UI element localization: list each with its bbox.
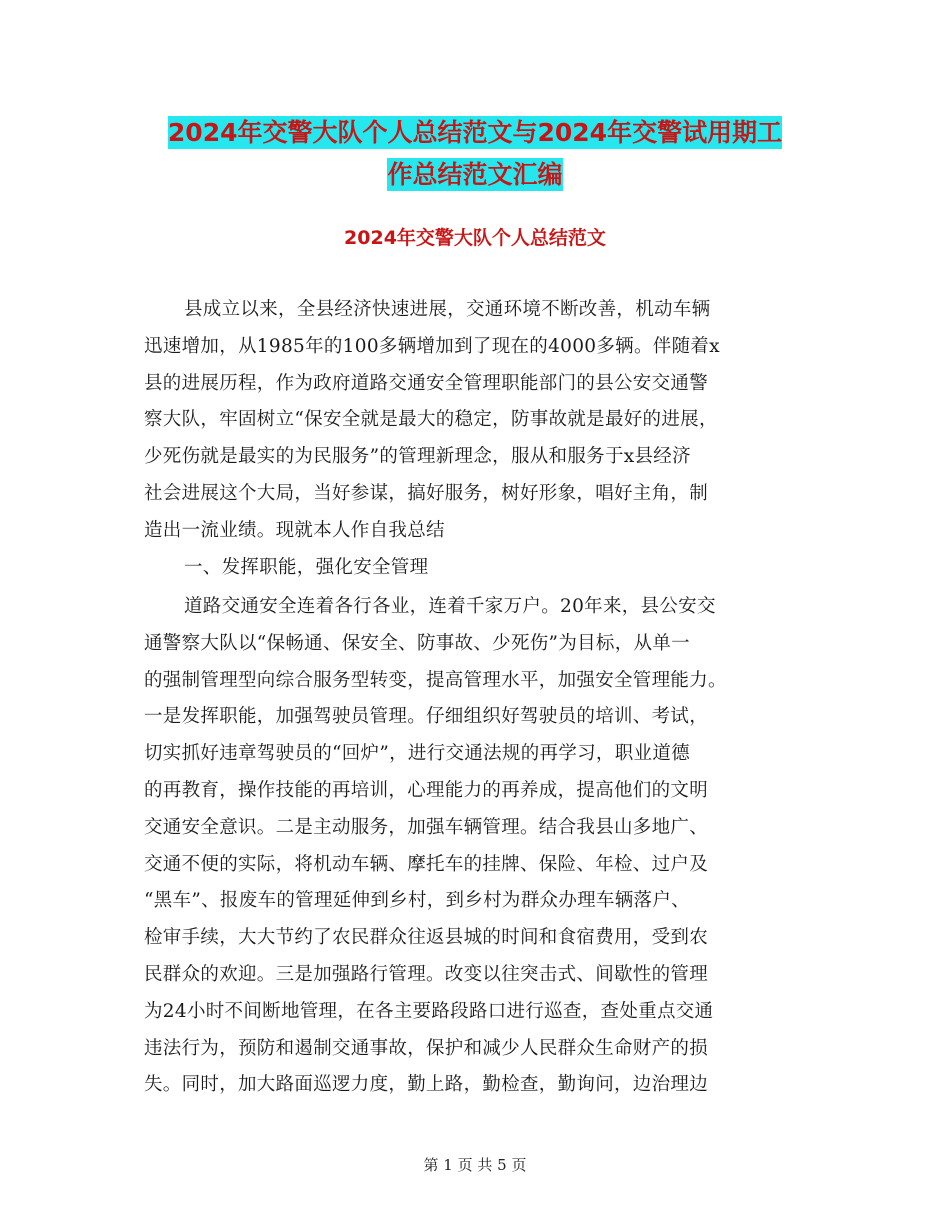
page-number-indicator: 第 1 页 共 5 页 — [423, 1156, 527, 1174]
document-title-text-2: 作总结范文汇编 — [387, 160, 563, 189]
section-title: 2024年交警大队个人总结范文 — [344, 227, 606, 249]
paragraph-line: 切实抓好违章驾驶员的“回炉”，进行交通法规的再学习，职业道德 — [144, 743, 690, 765]
paragraph-line: 民群众的欢迎。三是加强路行管理。改变以往突击式、间歇性的管理 — [144, 963, 709, 985]
paragraph-line: 少死伤就是最实的为民服务”的管理新理念，服从和服务于x县经济 — [144, 446, 691, 468]
paragraph-line: 道路交通安全连着各行各业，连着千家万户。20年来，县公安交 — [184, 596, 716, 617]
paragraph-line: 社会进展这个大局，当好参谋，搞好服务，树好形象，唱好主角，制 — [144, 482, 709, 504]
paragraph-line: 的再教育，操作技能的再培训，心理能力的再养成，提高他们的文明 — [144, 779, 709, 801]
paragraph-line: 迅速增加，从1985年的100多辆增加到了现在的4000多辆。伴随着x — [144, 335, 720, 357]
paragraph-1 — [144, 292, 806, 550]
paragraph-line: “黑车”、报废车的管理延伸到乡村，到乡村为群众办理车辆落户、 — [144, 890, 690, 912]
subheading-text: 一、发挥职能，强化安全管理 — [184, 557, 429, 578]
paragraph-line: 失。同时，加大路面巡逻力度，勤上路，勤检查，勤询问，边治理边 — [144, 1074, 709, 1096]
paragraph-line: 的强制管理型向综合服务型转变，提高管理水平，加强安全管理能力。 — [144, 669, 727, 691]
document-title-text-1: 2024年交警大队个人总结范文与2024年交警试用期工 — [167, 118, 783, 147]
subheading-1 — [144, 550, 806, 587]
paragraph-line: 交通不便的实际，将机动车辆、摩托车的挂牌、保险、年检、过户及 — [144, 853, 709, 875]
paragraph-line: 造出一流业绩。现就本人作自我总结 — [144, 519, 445, 541]
document-title-line-2 — [120, 152, 830, 197]
paragraph-line: 察大队，牢固树立“保安全就是最大的稳定，防事故就是最好的进展， — [144, 409, 718, 431]
paragraph-line: 县的进展历程，作为政府道路交通安全管理职能部门的县公安交通警 — [144, 372, 709, 394]
paragraph-line: 检审手续，大大节约了农民群众往返县城的时间和食宿费用，受到农 — [144, 927, 709, 949]
paragraph-line: 交通安全意识。二是主动服务，加强车辆管理。结合我县山多地广、 — [144, 816, 709, 838]
paragraph-line: 县成立以来，全县经济快速进展，交通环境不断改善，机动车辆 — [184, 299, 711, 320]
page-footer — [0, 1154, 950, 1175]
paragraph-line: 一是发挥职能，加强驾驶员管理。仔细组织好驾驶员的培训、考试， — [144, 706, 709, 728]
paragraph-line: 通警察大队以“保畅通、保安全、防事故、少死伤”为目标，从单一 — [144, 632, 690, 654]
document-title-line-1 — [120, 110, 830, 155]
paragraph-2 — [144, 589, 806, 1104]
paragraph-line: 违法行为，预防和遏制交通事故，保护和减少人民群众生命财产的损 — [144, 1037, 709, 1059]
paragraph-line: 为24小时不间断地管理，在各主要路段路口进行巡查，查处重点交通 — [144, 1000, 714, 1022]
